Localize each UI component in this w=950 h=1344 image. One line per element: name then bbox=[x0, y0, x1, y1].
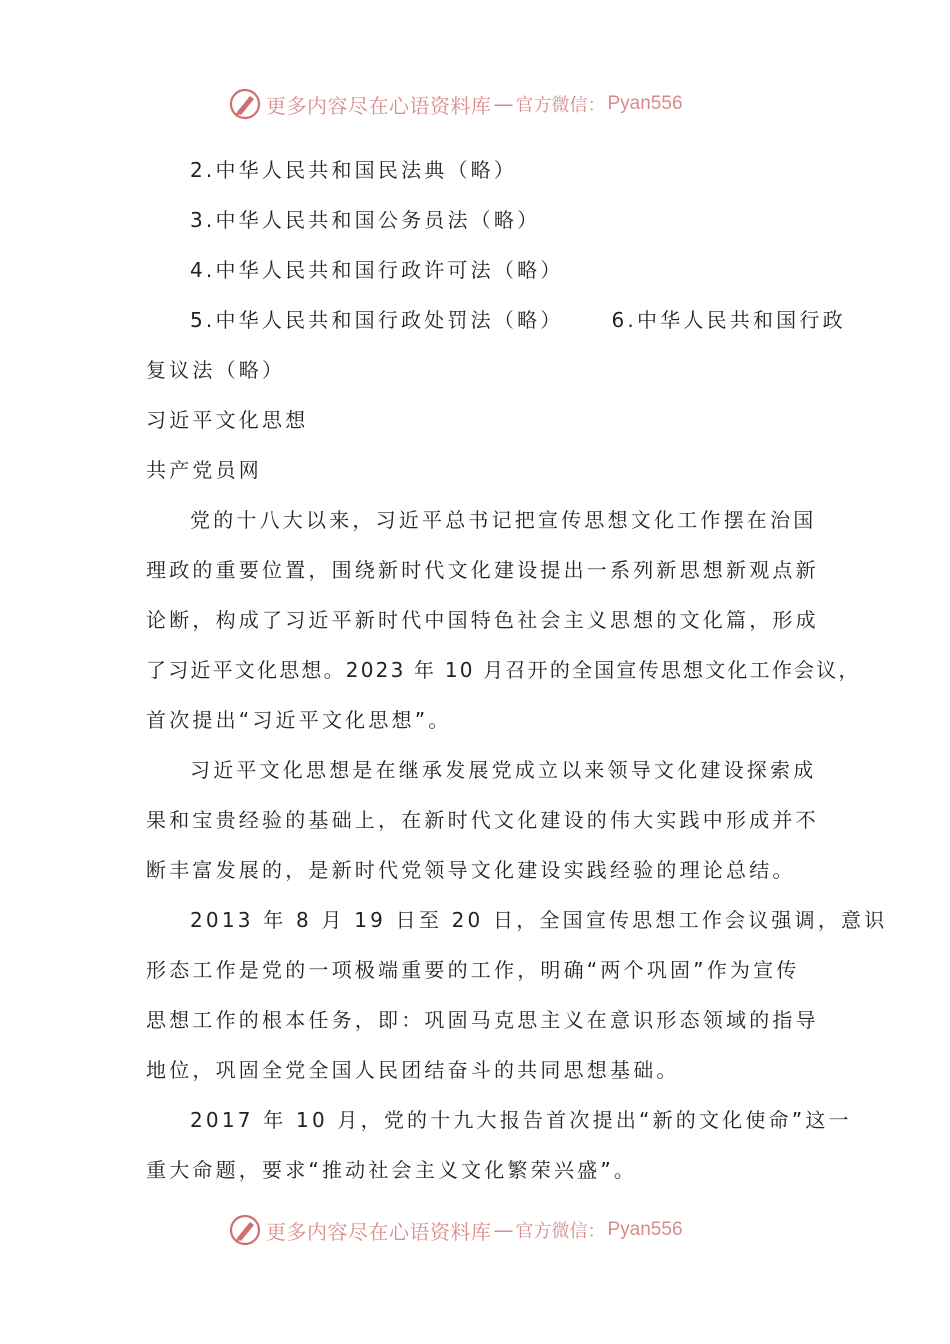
paragraph-1-line: 论断，构成了习近平新时代中国特色社会主义思想的文化篇，形成 bbox=[146, 608, 819, 632]
paragraph-4-line: 重大命题，要求“推动社会主义文化繁荣兴盛”。 bbox=[146, 1158, 638, 1182]
watermark-wechat-label: 官方微信： bbox=[515, 1221, 606, 1242]
paragraph-1-line: 党的十八大以来，习近平总书记把宣传思想文化工作摆在治国 bbox=[190, 508, 817, 532]
paragraph-2-line: 果和宝贵经验的基础上，在新时代文化建设的伟大实践中形成并不 bbox=[146, 808, 819, 832]
paragraph-1-line: 首次提出“习近平文化思想”。 bbox=[146, 708, 452, 732]
watermark-banner-top bbox=[228, 86, 748, 122]
paragraph-2-line: 断丰富发展的，是新时代党领导文化建设实践经验的理论总结。 bbox=[146, 858, 796, 882]
paragraph-3-line: 2013 年 8 月 19 日至 20 日，全国宣传思想工作会议强调，意识 bbox=[190, 908, 888, 932]
paragraph-1-line: 理政的重要位置，围绕新时代文化建设提出一系列新思想新观点新 bbox=[146, 558, 819, 582]
paragraph-4-line: 2017 年 10 月，党的十九大报告首次提出“新的文化使命”这一 bbox=[190, 1108, 852, 1132]
watermark-text: 更多内容尽在心语资料库 bbox=[266, 93, 492, 118]
pen-logo-icon bbox=[228, 87, 262, 121]
watermark-banner-bottom bbox=[228, 1212, 748, 1248]
paragraph-3-line: 形态工作是党的一项极端重要的工作，明确“两个巩固”作为宣传 bbox=[146, 958, 800, 982]
list-item-5-6 bbox=[146, 295, 846, 345]
section-source: 共产党员网 bbox=[146, 458, 262, 482]
watermark-text: 更多内容尽在心语资料库 bbox=[266, 1219, 492, 1244]
watermark-dash: — bbox=[493, 1218, 514, 1242]
pen-logo-icon bbox=[228, 1213, 262, 1247]
watermark-wechat-label: 官方微信： bbox=[515, 95, 606, 116]
list-item-6-start: 6.中华人民共和国行政 bbox=[611, 308, 846, 332]
section-title: 习近平文化思想 bbox=[146, 408, 309, 432]
paragraph-2-line: 习近平文化思想是在继承发展党成立以来领导文化建设探索成 bbox=[190, 758, 817, 782]
watermark-wechat-id: Pyan556 bbox=[607, 1219, 683, 1240]
list-item-5: 5.中华人民共和国行政处罚法（略） bbox=[190, 308, 564, 332]
paragraph-3-line: 地位，巩固全党全国人民团结奋斗的共同思想基础。 bbox=[146, 1058, 680, 1082]
document-body bbox=[146, 145, 888, 1195]
watermark-dash: — bbox=[493, 92, 514, 116]
list-item-6-end: 复议法（略） bbox=[146, 358, 286, 382]
list-item-4: 4.中华人民共和国行政许可法（略） bbox=[190, 258, 564, 282]
paragraph-1-line: 了习近平文化思想。2023 年 10 月召开的全国宣传思想文化工作会议， bbox=[146, 658, 861, 682]
paragraph-3-line: 思想工作的根本任务，即：巩固马克思主义在意识形态领域的指导 bbox=[146, 1008, 819, 1032]
watermark-wechat-id: Pyan556 bbox=[607, 93, 683, 114]
list-item-3: 3.中华人民共和国公务员法（略） bbox=[190, 208, 541, 232]
list-item-2: 2.中华人民共和国民法典（略） bbox=[190, 158, 518, 182]
